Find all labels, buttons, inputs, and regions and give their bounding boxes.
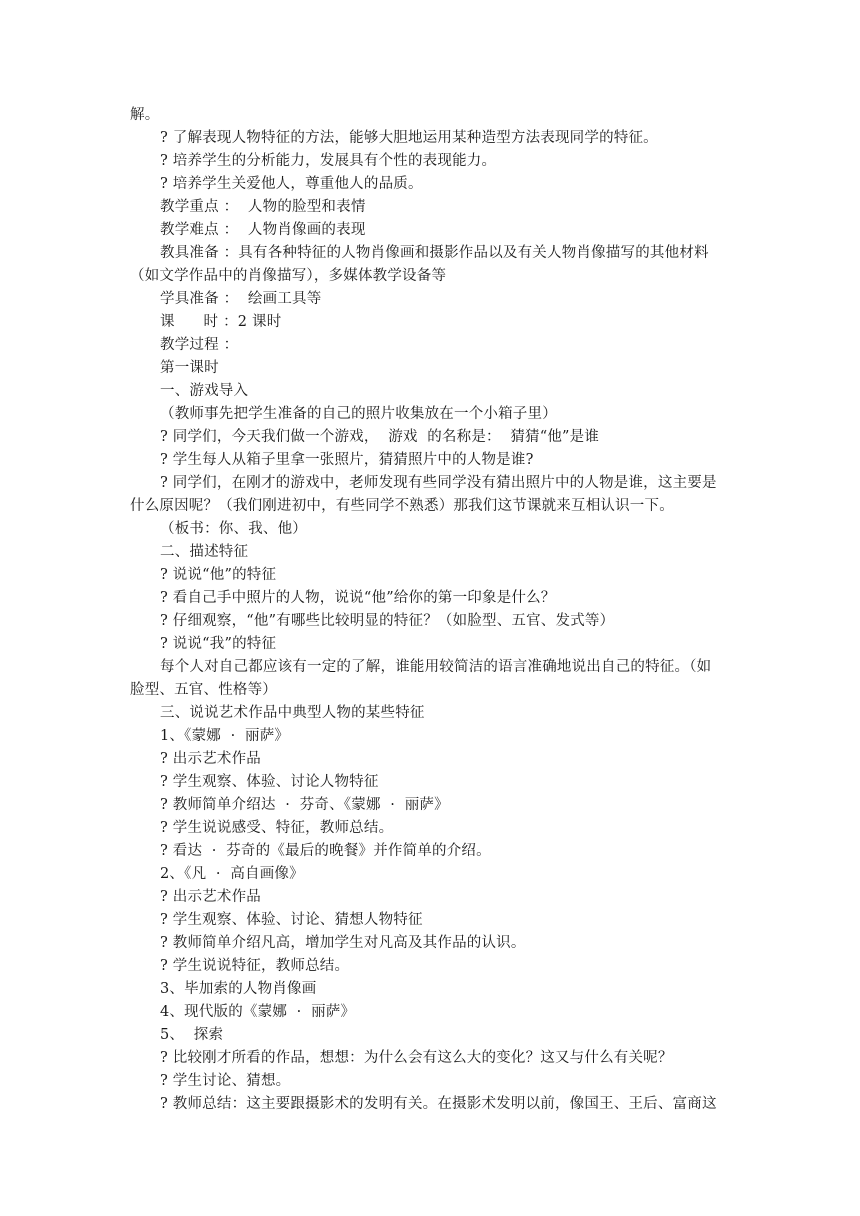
bullet-item: ? 同学们，今天我们做一个游戏， 游戏 的名称是： 猜猜“他”是谁 bbox=[160, 429, 600, 445]
bullet-item: ? 仔细观察，“他”有哪些比较明显的特征？（如脸型、五官、发式等） bbox=[160, 613, 615, 629]
bullet-item: ? 学生说说感受、特征，教师总结。 bbox=[160, 820, 394, 836]
teaching-difficulty: 教学难点 ： 人物肖像画的表现 bbox=[160, 222, 366, 238]
bullet-item: ? 学生观察、体验、讨论人物特征 bbox=[160, 774, 379, 790]
class-hours: 课 时 ：2 课时 bbox=[160, 314, 282, 330]
teaching-materials-continued: （如文学作品中的肖像描写），多媒体教学设备等 bbox=[130, 268, 447, 284]
numbered-item: 4、现代版的《蒙娜 · 丽萨》 bbox=[160, 1004, 356, 1020]
bullet-item: ? 看自己手中照片的人物，说说“他”给你的第一印象是什么？ bbox=[160, 590, 556, 606]
teaching-materials: 教具准备 ：具有各种特征的人物肖像画和摄影作品以及有关人物肖像描写的其他材料 bbox=[160, 245, 709, 261]
text-line: 解。 bbox=[130, 107, 160, 123]
bullet-item: ? 教师简单介绍凡高，增加学生对凡高及其作品的认识。 bbox=[160, 935, 526, 951]
text-line: （教师事先把学生准备的自己的照片收集放在一个小箱子里） bbox=[160, 406, 557, 422]
numbered-item: 3、毕加索的人物肖像画 bbox=[160, 981, 317, 997]
section-heading: 三、说说艺术作品中典型人物的某些特征 bbox=[160, 705, 425, 721]
numbered-item: 2、《凡 · 高自画像》 bbox=[160, 866, 304, 882]
teaching-focus: 教学重点 ： 人物的脸型和表情 bbox=[160, 199, 366, 215]
bullet-item: ? 学生讨论、猜想。 bbox=[160, 1073, 291, 1089]
bullet-item: ? 看达 · 芬奇的《最后的晚餐》并作简单的介绍。 bbox=[160, 843, 491, 859]
bullet-item: ? 说说“我”的特征 bbox=[160, 636, 277, 652]
text-line: 什么原因呢？（我们刚进初中，有些同学不熟悉）那我们这节课就来互相认识一下。 bbox=[130, 498, 674, 514]
section-heading: 一、游戏导入 bbox=[160, 383, 249, 399]
bullet-item: ? 出示艺术作品 bbox=[160, 889, 261, 905]
bullet-item: ? 学生观察、体验、讨论、猜想人物特征 bbox=[160, 912, 423, 928]
bullet-item: ? 教师总结：这主要跟摄影术的发明有关。在摄影术发明以前，像国王、王后、富商这 bbox=[160, 1096, 717, 1112]
bullet-item: ? 学生每人从箱子里拿一张照片，猜猜照片中的人物是谁? bbox=[160, 452, 534, 468]
numbered-item: 1、《蒙娜 · 丽萨》 bbox=[160, 728, 290, 744]
blackboard-note: （板书：你、我、他） bbox=[160, 521, 307, 537]
bullet-item: ? 说说“他”的特征 bbox=[160, 567, 277, 583]
text-line: 每个人对自己都应该有一定的了解，谁能用较简洁的语言准确地说出自己的特征。（如 bbox=[160, 659, 712, 675]
teaching-process-heading: 教学过程 ： bbox=[160, 337, 239, 353]
bullet-item: ? 学生说说特征，教师总结。 bbox=[160, 958, 350, 974]
bullet-item: ? 教师简单介绍达 · 芬奇、《蒙娜 · 丽萨》 bbox=[160, 797, 449, 813]
bullet-item: ? 培养学生关爱他人，尊重他人的品质。 bbox=[160, 176, 423, 192]
bullet-item: ? 出示艺术作品 bbox=[160, 751, 261, 767]
lesson-heading: 第一课时 bbox=[160, 360, 219, 376]
bullet-item: ? 培养学生的分析能力，发展具有个性的表现能力。 bbox=[160, 153, 497, 169]
bullet-item: ? 了解表现人物特征的方法，能够大胆地运用某种造型方法表现同学的特征。 bbox=[160, 130, 658, 146]
bullet-item: ? 比较刚才所看的作品，想想：为什么会有这么大的变化？这又与什么有关呢？ bbox=[160, 1050, 673, 1066]
section-heading: 二、描述特征 bbox=[160, 544, 249, 560]
numbered-item: 5、 探索 bbox=[160, 1027, 224, 1043]
bullet-item: ? 同学们，在刚才的游戏中，老师发现有些同学没有猜出照片中的人物是谁，这主要是 bbox=[160, 475, 717, 491]
student-materials: 学具准备 ： 绘画工具等 bbox=[160, 291, 322, 307]
text-line: 脸型、五官、性格等） bbox=[130, 682, 277, 698]
